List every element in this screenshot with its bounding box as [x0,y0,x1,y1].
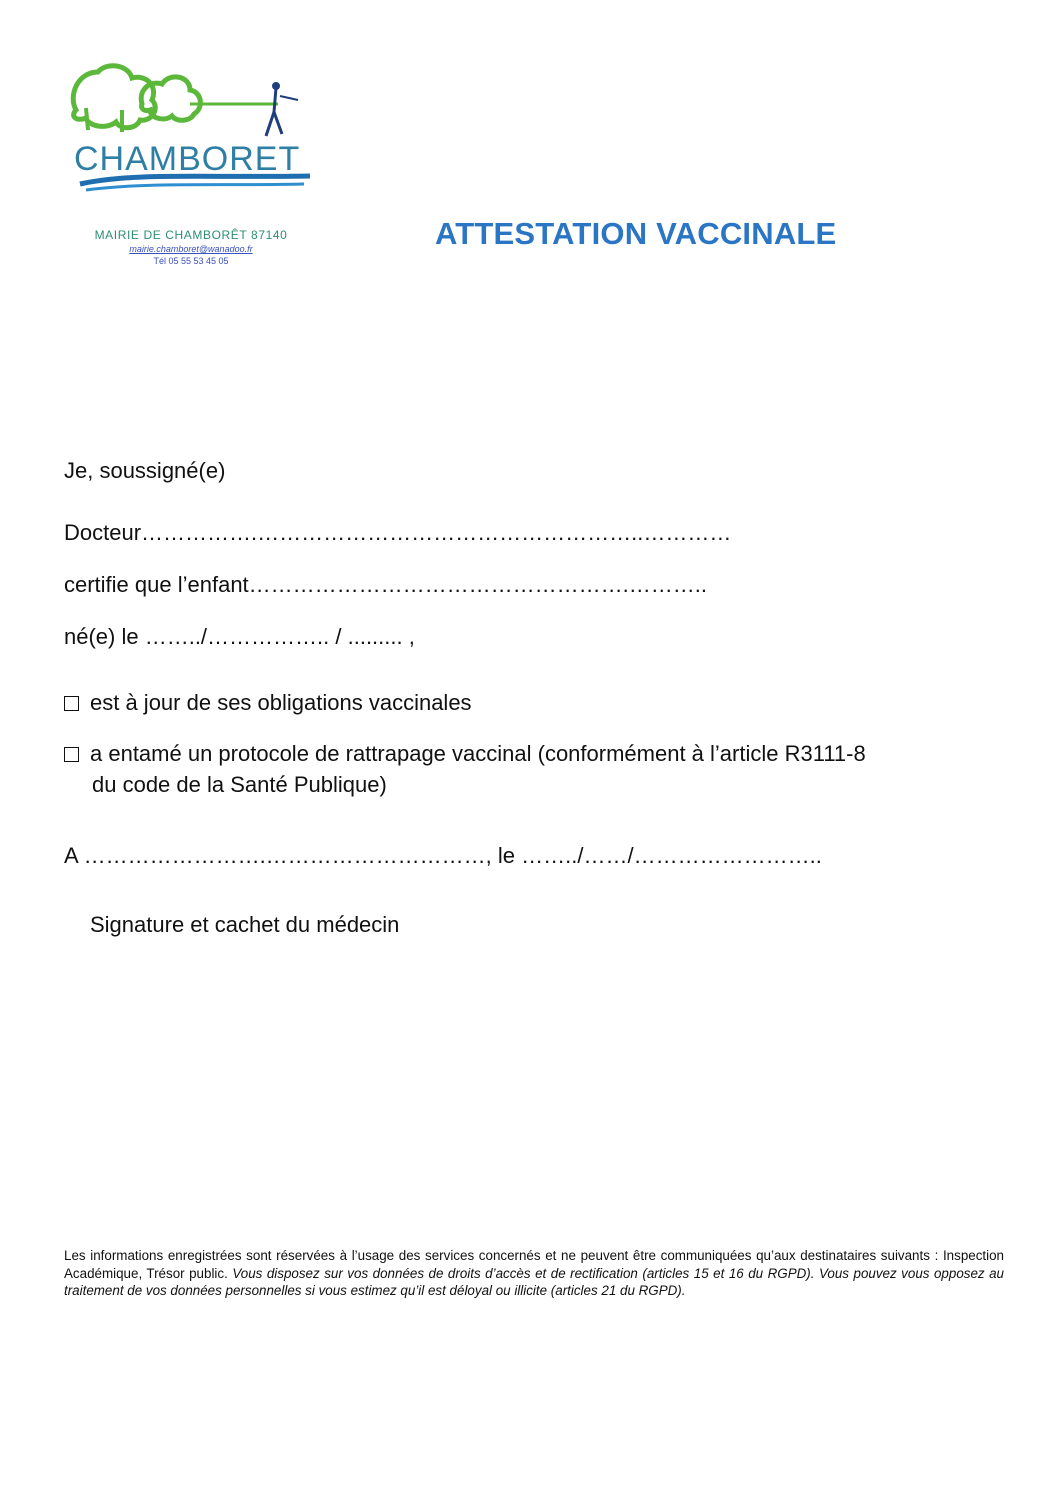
option-up-to-date[interactable] [64,690,472,716]
option-catch-up-label-cont: du code de la Santé Publique) [92,772,387,797]
child-name-field[interactable]: certifie que l’enfant…………………………………………….……….. [64,572,708,597]
intro-line: Je, soussigné(e) [64,458,226,483]
option-up-to-date-label: est à jour de ses obligations vaccinales [90,690,472,715]
mairie-tel: Tél 05 55 53 45 05 [153,256,229,266]
footer-italic-text: Vous disposez sur vos données de droits d’accès et de rectification (articles 15 et 16 du RGPD). Vous pouvez vous opposez au traitement de vos données personnelles si vous estimez qu’il est déloyal ou illicite (articles 21 du RGPD). [64,1265,1004,1298]
option-catch-up-label: a entamé un protocole de rattrapage vaccinal (conformément à l’article R3111-8 [90,741,866,766]
mairie-email[interactable]: mairie.chamboret@wanadoo.fr [129,244,253,254]
birth-date-field[interactable]: né(e) le ……../…………….. / ......... , [64,624,415,649]
checkbox-up-to-date[interactable] [64,696,79,711]
mairie-name: MAIRIE DE CHAMBORÊT 87140 [94,228,288,242]
place-date-field[interactable]: A …………………….…………………………, le ……../……/…………………….. [64,843,822,868]
logo-text: CHAMBORET [74,140,301,178]
privacy-footer [64,1247,1004,1300]
option-catch-up[interactable] [64,741,866,767]
signature-label: Signature et cachet du médecin [90,912,400,937]
doctor-field[interactable]: Docteur…………….……………………………………………..………… [64,520,732,545]
page-title: ATTESTATION VACCINALE [435,216,837,251]
footer-normal-text: Les informations enregistrées sont réservées à l’usage des services concernés et ne peuvent être communiquées qu’aux destinataires suivants : Inspection Académique, Trésor public. [64,1248,1004,1281]
checkbox-catch-up[interactable] [64,747,79,762]
chamboret-logo [66,60,316,200]
